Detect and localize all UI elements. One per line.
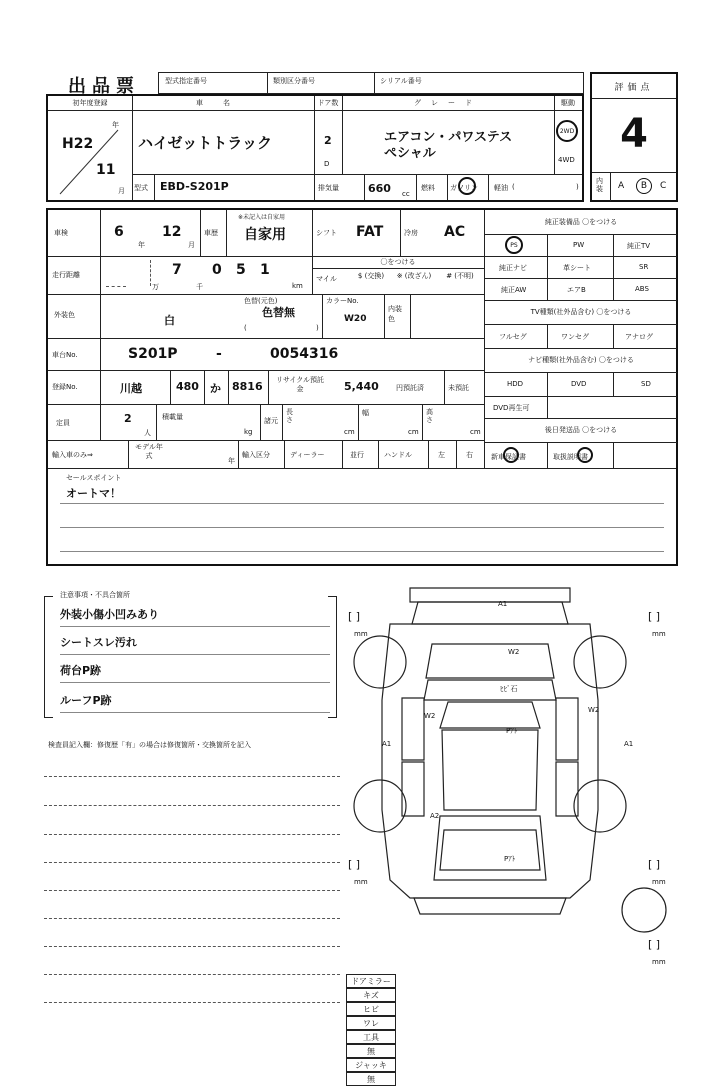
door-count: 2	[324, 134, 332, 147]
warranty-circle-mark	[503, 447, 519, 463]
mark-a1-left: A1	[382, 740, 392, 748]
interior-b-circled: B	[636, 178, 652, 194]
ac-type: AC	[444, 224, 466, 240]
mark-w2-right: W2	[588, 706, 600, 714]
fuel-gasoline: ガソリン	[450, 184, 478, 192]
sales-point-text: オートマ！	[66, 487, 121, 500]
car-name: ハイゼットトラック	[138, 134, 272, 152]
reg-number: 8816	[232, 380, 263, 393]
chassis-number: 0054316	[270, 346, 339, 362]
inspection-month: 12	[162, 224, 182, 240]
doors-label: ドア数	[314, 96, 343, 111]
form-title: 出品票	[68, 76, 140, 97]
drive-2wd-circled: 2WD	[556, 120, 578, 142]
mileage-digit-6: 1	[260, 262, 270, 278]
equipment-panel: 純正装備品 〇をつける PS PW 純正TV 純正ナビ 革シート SR 純正AW エアB ABS TV種類(社外品含む) 〇をつける フルセグ ワンセグ アナログ ナビ種類(社外品含む) 〇をつける HDD DVD SD DVD再生可 後日発送品 〇をつける 新車保証書 取扱説明書	[484, 210, 677, 468]
note-4: ルーフP跡	[60, 692, 330, 713]
exterior-color: 白	[164, 314, 175, 327]
grade-line2: ペシャル	[384, 146, 436, 161]
mark-a1-front: A1	[498, 600, 508, 608]
reg-class: 480	[176, 380, 199, 393]
score-label: 評価点	[592, 74, 676, 99]
class-no-label: 類別区分番号	[273, 77, 315, 85]
chassis-prefix: S201P	[128, 346, 178, 362]
notes-label: 注意事項・不具合箇所	[60, 591, 130, 599]
note-1: 外装小傷小凹みあり	[60, 606, 330, 627]
mileage-digit-4: 0	[212, 262, 222, 278]
vehicle-history: 自家用	[244, 227, 286, 243]
mileage-digit-3: 7	[172, 262, 182, 278]
grade-line1: エアコン・パワステス	[384, 130, 513, 145]
mileage-digit-2	[130, 260, 151, 286]
mark-a1-right: A1	[624, 740, 634, 748]
inspector-label: 検査員記入欄：修復歴「有」の場合は修復箇所・交換箇所を記入	[48, 741, 251, 749]
score-box	[590, 72, 678, 202]
mileage-digit-1	[106, 260, 126, 287]
std-ps-circled: PS	[505, 236, 523, 254]
first-reg-month: 11	[96, 162, 116, 178]
vehicle-diagram	[340, 580, 690, 980]
mark-p-roof: Pｱﾄ	[506, 727, 518, 735]
interior-c: C	[660, 181, 667, 191]
color-number: W20	[344, 314, 367, 324]
vehicle-block: 初年度登録 年 H22 11 月 車名 ハイゼットトラック 型式 EBD-S201P ドア数 2 D 排気量 660 cc 燃料 ガソリン 軽油 ( ) グレード エアコン・パワステス ペシャル 駆動 2WD 4WD	[46, 94, 584, 202]
repaint-status: 色替無	[262, 306, 295, 319]
manual-circle-mark	[577, 447, 593, 463]
mark-w2-left: W2	[424, 712, 436, 720]
type-no-label: 型式指定番号	[165, 77, 207, 85]
id-number-strip	[158, 72, 584, 94]
serial-label: シリアル番号	[380, 77, 422, 85]
inspection-year: 6	[114, 224, 124, 240]
mark-w2-windshield: W2	[508, 648, 520, 656]
name-label: 車名	[132, 96, 315, 111]
mark-chip: ﾋﾋﾞ石	[500, 685, 518, 693]
displacement: 660	[368, 182, 391, 195]
mark-a2: A2	[430, 812, 440, 820]
first-reg-year: H22	[62, 136, 94, 152]
grade-label: グレード	[342, 96, 555, 111]
recycle-amount: 5,440	[344, 380, 379, 393]
interior-a: A	[618, 181, 625, 191]
capacity: 2	[124, 412, 132, 425]
interior-label: 内装	[596, 177, 603, 193]
shift-type: FAT	[356, 224, 384, 240]
score-value: 4	[620, 111, 648, 157]
model-code: EBD-S201P	[160, 180, 229, 193]
reg-area: 川越	[120, 382, 142, 395]
reg-kana: か	[210, 382, 221, 395]
drive-4wd: 4WD	[558, 156, 575, 164]
note-3: 荷台P跡	[60, 662, 330, 683]
details-block: 車検 6 年 12 月 車歴 ※未記入は自家用 自家用 シフト FAT 冷房 AC 走行距離 万 7 千 0 5 1 km 〇をつける マイル $ (交換) ※ (改ざん) # (不明) 外装色 白 色替(元色) 色替無 ( ) カラーNo. W20 内装色 車台No. S201P - 0054316 登録No. 川越 480 か 8816 リサイクル預託金 5,440 円預託済 未預託 定員 2 人 積載量 kg 諸元 長さ cm 幅 cm 高さ cm 輸入車のみ⇒ モデル年式 年 輸入区分 ディーラー 並行 ハンドル 左 右 純正装備品 〇をつける PS PW 純正TV 純正ナビ 革シート SR 純正AW エアB ABS TV種類(社外品含む) 〇をつける フルセグ ワンセグ アナログ ナビ種類(社外品含む) 〇をつける HDD DVD SD DVD再生可 後日発送品 〇をつける 新車保証書 取扱説明書 セールスポイント オートマ！	[46, 208, 678, 566]
drive-label: 駆動	[554, 96, 582, 111]
note-2: シートスレ汚れ	[60, 634, 330, 655]
fuel-circle-mark	[458, 177, 476, 195]
mileage-digit-5: 5	[236, 262, 246, 278]
mirror-tool-table: ドアミラー キズ ヒビ ワレ 工具 無 ジャッキ 無	[346, 974, 396, 1086]
first-reg-label: 初年度登録	[48, 96, 133, 111]
mark-p-bed: Pｱﾄ	[504, 855, 516, 863]
